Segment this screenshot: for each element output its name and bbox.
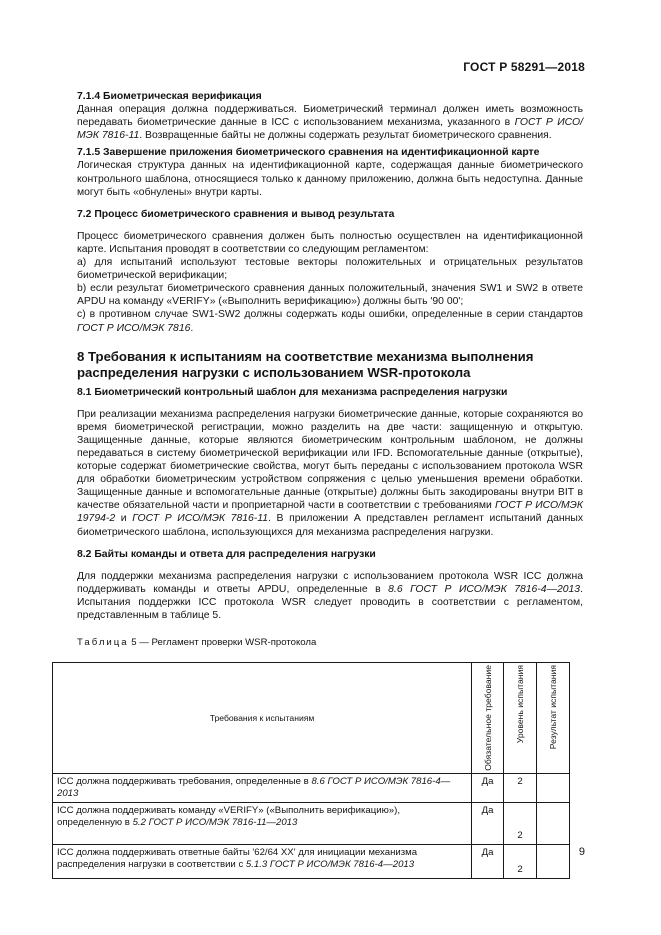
section-7-2-item-a: a) для испытаний используют тестовые векторы положительных и отрицательных результатов биометрической верификации;: [77, 257, 583, 282]
table-row: [53, 844, 570, 878]
section-7-2-title: 7.2 Процесс биометрического сравнения и вывод результата: [77, 208, 395, 220]
section-8-1-text: При реализации механизма распределения нагрузки биометрические данные, которые сохраняются во время биометрической регистрации, можно разделить на две части: защищенную и открытую. Защищенные данные, которые являются биометрическим контрольным шаблоном, не должны передаваться в систему биометрической верификации или IFD. Вспомогательные данные (открытые), которые содержат биометрические свойства, могут быть переданы с использованием протокола WSR для обработки биометрическим устройством сопряжения с целью уменьшения времени обработки. Защищенные данные и вспомогательные данные (открытые) должны быть закодированы внутри BIT в качестве обязательной части и проприетарной части в соответствии с требованиями ГОСТ Р ИСО/МЭК 19794-2 и ГОСТ Р ИСО/МЭК 7816-11. В приложении А представлен регламент испытаний данных биометрического шаблона, использующихся для механизма распределения нагрузки.: [77, 408, 584, 538]
row-3-requirement: ICC должна поддерживать ответные байты '62/64 XX' для инициации механизма распределения нагрузки в соответствии с 5.1.3 ГОСТ Р ИСО/МЭК 7816-4—2013: [53, 844, 472, 878]
header-mandatory: Обязательное требование: [472, 663, 504, 774]
document-code: ГОСТ Р 58291—2018: [463, 60, 585, 74]
section-7-2-intro: Процесс биометрического сравнения должен быть полностью осуществлен на идентификационной карте. Испытания проводят в соответствии со следующим регламентом:: [77, 230, 583, 255]
table-row: [53, 773, 570, 802]
page-number: 9: [578, 846, 585, 858]
section-7-2-item-c: c) в противном случае SW1-SW2 должны содержать коды ошибки, определенные в серии стандартов ГОСТ Р ИСО/МЭК 7816.: [77, 309, 583, 334]
table-row: [53, 802, 570, 844]
row-1-requirement: ICC должна поддерживать требования, определенные в 8.6 ГОСТ Р ИСО/МЭК 7816-4—2013: [53, 773, 472, 802]
row-1-level: 2: [504, 773, 537, 802]
row-2-level: 2: [504, 802, 537, 844]
row-3-mandatory: Да: [472, 844, 504, 878]
row-2-mandatory: Да: [472, 802, 504, 844]
section-8-1-title: 8.1 Биометрический контрольный шаблон для механизма распределения нагрузки: [77, 386, 508, 398]
section-8-2-title: 8.2 Байты команды и ответа для распределения нагрузки: [77, 548, 376, 560]
section-7-1-4-text: Данная операция должна поддерживаться. Биометрический терминал должен иметь возможность передавать биометрические данные в ICC с использованием механизма, указанного в ГОСТ Р ИСО/МЭК 7816-11. Возвращенные байты не должны содержать результат биометрического сравнения.: [77, 104, 583, 142]
row-2-requirement: ICC должна поддерживать команду «VERIFY» («Выполнить верификацию»), определенную в 5.2 ГОСТ Р ИСО/МЭК 7816-11—2013: [53, 802, 472, 844]
section-7-1-4-title: 7.1.4 Биометрическая верификация: [77, 91, 262, 102]
row-3-result: [537, 844, 570, 878]
header-level: Уровень испытания: [504, 663, 537, 774]
section-8-2-text: Для поддержки механизма распределения нагрузки с использованием протокола WSR ICC должна поддерживать команды и ответы APDU, определенные в 8.6 ГОСТ Р ИСО/МЭК 7816-4—2013. Испытания поддержки ICC протокола WSR следует проводить в соответствии с регламентом, представленным в таблице 5.: [77, 570, 583, 621]
table-header-row: [53, 663, 570, 774]
header-result: Результат испытания: [537, 663, 570, 774]
row-1-mandatory: Да: [472, 773, 504, 802]
table-5: [52, 662, 570, 879]
table-5-caption: Таблица 5 — Регламент проверки WSR-протокола: [77, 637, 317, 649]
section-7-1-5-title: 7.1.5 Завершение приложения биометрического сравнения на идентификационной карте: [77, 147, 540, 159]
row-2-result: [537, 802, 570, 844]
section-7-2-item-b: b) если результат биометрического сравнения данных положительный, значения SW1 и SW2 в ответе APDU на команду «VERIFY» («Выполнить верификацию») должны быть '90 00';: [77, 283, 583, 308]
header-requirements: Требования к испытаниям: [53, 663, 472, 774]
page-content: [77, 90, 583, 649]
section-7-1-5-text: Логическая структура данных на идентификационной карте, содержащая данные биометрического контрольного шаблона, относящиеся только к данному приложению, должна быть недоступна. Данные могут быть «обнулены» внутри карты.: [77, 160, 583, 198]
row-3-level: 2: [504, 844, 537, 878]
row-1-result: [537, 773, 570, 802]
section-8-title: 8 Требования к испытаниям на соответствие механизма выполнения распределения нагрузки с использованием WSR-протокола: [77, 348, 534, 381]
